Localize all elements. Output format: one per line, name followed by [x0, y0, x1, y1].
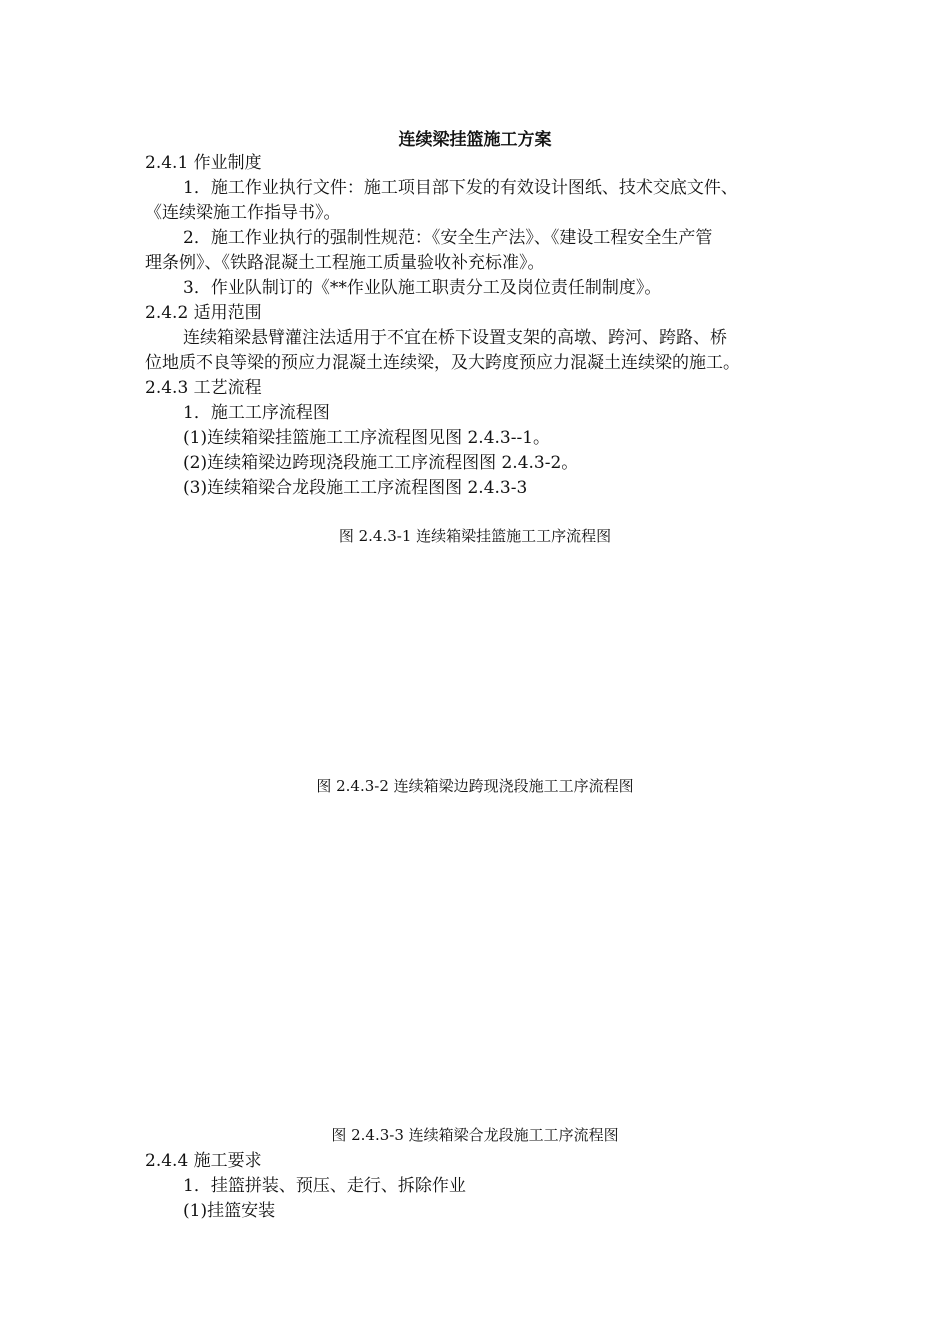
figure-caption: 图 2.4.3-2 连续箱梁边跨现浇段施工工序流程图 [316, 777, 634, 795]
paragraph-line: 2．施工作业执行的强制性规范：《安全生产法》、《建设工程安全生产管 [183, 228, 713, 248]
paragraph-line: 《连续梁施工作指导书》。 [145, 203, 341, 223]
list-item: (3)连续箱梁合龙段施工工序流程图图 2.4.3-3 [183, 478, 528, 498]
section-heading-2-4-2: 2.4.2 适用范围 [145, 303, 262, 323]
list-item: 1．挂篮拼装、预压、走行、拆除作业 [183, 1176, 466, 1196]
section-heading-2-4-4: 2.4.4 施工要求 [145, 1151, 262, 1171]
paragraph-line: 1．施工作业执行文件：施工项目部下发的有效设计图纸、技术交底文件、 [183, 178, 738, 198]
figure-caption: 图 2.4.3-1 连续箱梁挂篮施工工序流程图 [338, 527, 612, 545]
list-item: 1．施工工序流程图 [183, 403, 330, 423]
list-item: (1)挂篮安装 [183, 1201, 276, 1221]
section-heading-2-4-3: 2.4.3 工艺流程 [145, 378, 262, 398]
section-heading-2-4-1: 2.4.1 作业制度 [145, 153, 262, 173]
paragraph-line: 位地质不良等梁的预应力混凝土连续梁，及大跨度预应力混凝土连续梁的施工。 [145, 353, 740, 373]
document-title: 连续梁挂篮施工方案 [398, 130, 552, 150]
figure-caption: 图 2.4.3-3 连续箱梁合龙段施工工序流程图 [331, 1126, 619, 1144]
list-item: (1)连续箱梁挂篮施工工序流程图见图 2.4.3--1。 [183, 428, 551, 448]
paragraph-line: 连续箱梁悬臂灌注法适用于不宜在桥下设置支架的高墩、跨河、跨路、桥 [183, 328, 727, 348]
paragraph-line: 理条例》、《铁路混凝土工程施工质量验收补充标准》。 [145, 253, 545, 273]
paragraph-line: 3．作业队制订的《**作业队施工职责分工及岗位责任制制度》。 [183, 278, 662, 298]
list-item: (2)连续箱梁边跨现浇段施工工序流程图图 2.4.3-2。 [183, 453, 579, 473]
